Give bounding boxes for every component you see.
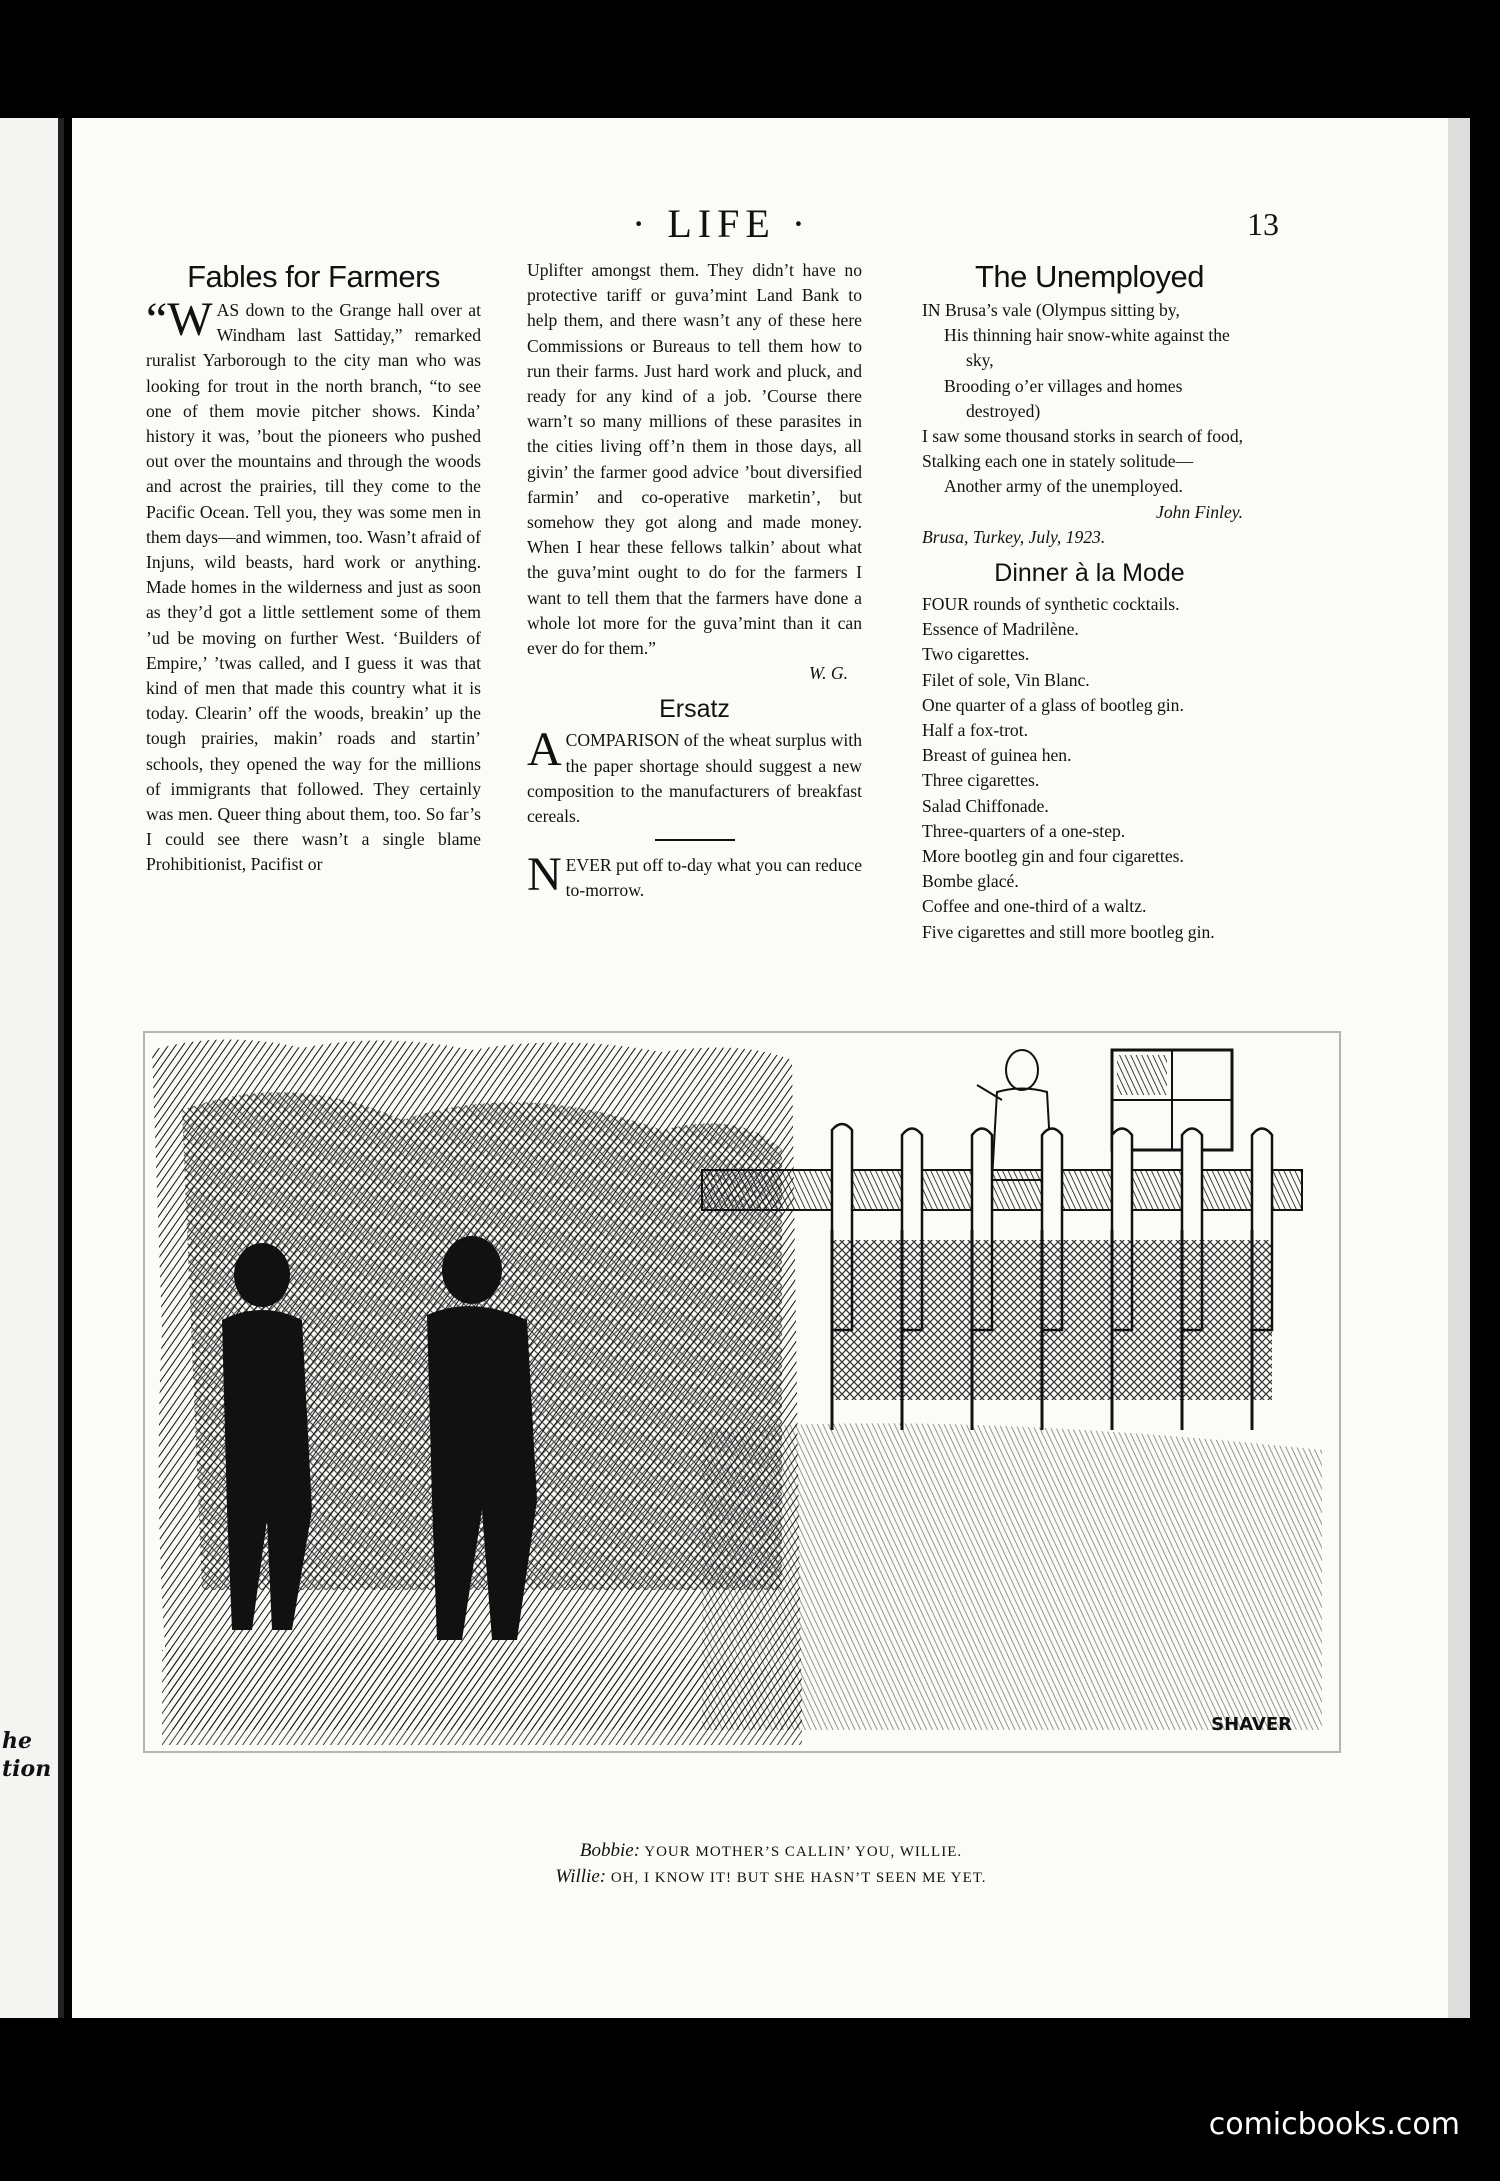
menu-item: FOUR rounds of synthetic cocktails.: [922, 594, 1180, 615]
masthead: · LIFE ·: [632, 201, 812, 246]
menu-item: Three cigarettes.: [922, 770, 1040, 791]
menu-item: Two cigarettes.: [922, 644, 1030, 665]
watermark: comicbooks.com: [1199, 2103, 1470, 2146]
poem-line: His thinning hair snow-white against the sky,: [944, 325, 1230, 371]
article-body: ACOMPARISON of the wheat surplus with the paper shortage should suggest a new composition to the manufacturers of breakfast cereals.: [527, 723, 862, 827]
menu-item: Breast of guinea hen.: [922, 745, 1072, 766]
column-1: [146, 258, 481, 878]
article-title: Ersatz: [659, 695, 730, 724]
divider: [655, 839, 735, 841]
menu-item: Coffee and one-third of a waltz.: [922, 896, 1147, 917]
menu-item: Bombe glacé.: [922, 871, 1019, 892]
strip-fragment: tion: [2, 1756, 52, 1782]
poem-line: Stalking each one in stately solitude—: [922, 451, 1194, 472]
poem-line: Another army of the unemployed.: [944, 476, 1183, 497]
menu-item: Filet of sole, Vin Blanc.: [922, 669, 1090, 690]
article-title: Fables for Farmers: [187, 259, 440, 294]
poem-line: IN Brusa’s vale (Olympus sitting by,: [922, 300, 1180, 320]
article-body: NEVER put off to-day what you can reduce to-morrow.: [527, 848, 862, 902]
page-edge-shadow: [1448, 118, 1470, 2018]
column-3: [922, 258, 1257, 945]
previous-page-strip: [0, 118, 64, 2018]
menu-item: Essence of Madrilène.: [922, 619, 1079, 640]
menu-item: Salad Chiffonade.: [922, 795, 1049, 816]
strip-fragment: he: [2, 1728, 32, 1754]
article-body: “WAS down to the Grange hall over at Windham last Sattiday,” remarked ruralist Yarborough to the city man who was looking for trout in the north branch, “to see one of them movie pitcher shows. Kinda’ history it was, ’bout the pioneers who pushed out over the mountains and through the woods and acrost the prairies, till they come to the Pacific Ocean. Tell you, they was some men in them days—and wimmen, too. Wasn’t afraid of Injuns, wild beasts, hard work or anything. Made homes in the wilderness and just as soon as they’d got a little settlement some of them ’ud be moving on further West. ‘Builders of Empire,’ ’twas called, and I guess it was that kind of men that made this country what it is today. Clearin’ off the woods, breakin’ up the tough prairies, makin’ roads and startin’ schools, they opened the way for the millions of immigrants that followed. They certainly was men. Queer thing about them, too. So far’s I could see there wasn’t a single blame Prohibitionist, Pacifist or: [146, 293, 481, 875]
cartoon-illustration: [142, 1030, 1342, 1755]
menu-item: Half a fox-trot.: [922, 720, 1029, 741]
menu-item: Five cigarettes and still more bootleg gin.: [922, 921, 1215, 942]
column-2: [527, 258, 862, 904]
artist-signature: SHAVER: [1211, 1714, 1292, 1735]
menu-list: [922, 592, 1257, 945]
caption-line-1: Bobbie: YOUR MOTHER’S CALLIN’ YOU, WILLIE.: [579, 1840, 963, 1861]
article-title: Dinner à la Mode: [994, 559, 1185, 588]
drop-cap: N: [527, 848, 562, 902]
menu-item: More bootleg gin and four cigarettes.: [922, 846, 1184, 867]
drop-cap: A: [527, 723, 562, 777]
caption-line-2: Willie: OH, I KNOW IT! BUT SHE HASN’T SEEN ME YET.: [555, 1866, 987, 1887]
magazine-page: [72, 118, 1470, 2018]
article-title: The Unemployed: [974, 259, 1205, 294]
poem-author: John Finley.: [1156, 501, 1243, 522]
signature: W. G.: [809, 663, 848, 684]
poem-place: Brusa, Turkey, July, 1923.: [922, 526, 1106, 547]
drop-cap: “W: [146, 293, 213, 346]
menu-item: One quarter of a glass of bootleg gin.: [922, 694, 1184, 715]
poem: [922, 298, 1257, 500]
menu-item: Three-quarters of a one-step.: [922, 820, 1126, 841]
page-number: 13: [1247, 206, 1279, 242]
article-body: Uplifter amongst them. They didn’t have no protective tariff or guva’mint Land Bank to help them, and there wasn’t any of these here Commissions or Bureaus to tell them how to run their farms. Just hard work and pluck, and ready for any kind of a job. ’Course there warn’t so many millions of these parasites in the cities living off’n them in those days, all givin’ the farmer good advice ’bout diversified farmin’ and co-operative marketin’, but somehow they got along and made money. When I hear these fellows talkin’ about what the guva’mint ought to do for the farmers I want to tell them that the farmers have done a whole lot more for the guva’mint than it can ever do for them.”: [527, 260, 862, 659]
poem-line: I saw some thousand storks in search of food,: [922, 426, 1244, 447]
poem-line: Brooding o’er villages and homes destroyed): [944, 375, 1183, 421]
